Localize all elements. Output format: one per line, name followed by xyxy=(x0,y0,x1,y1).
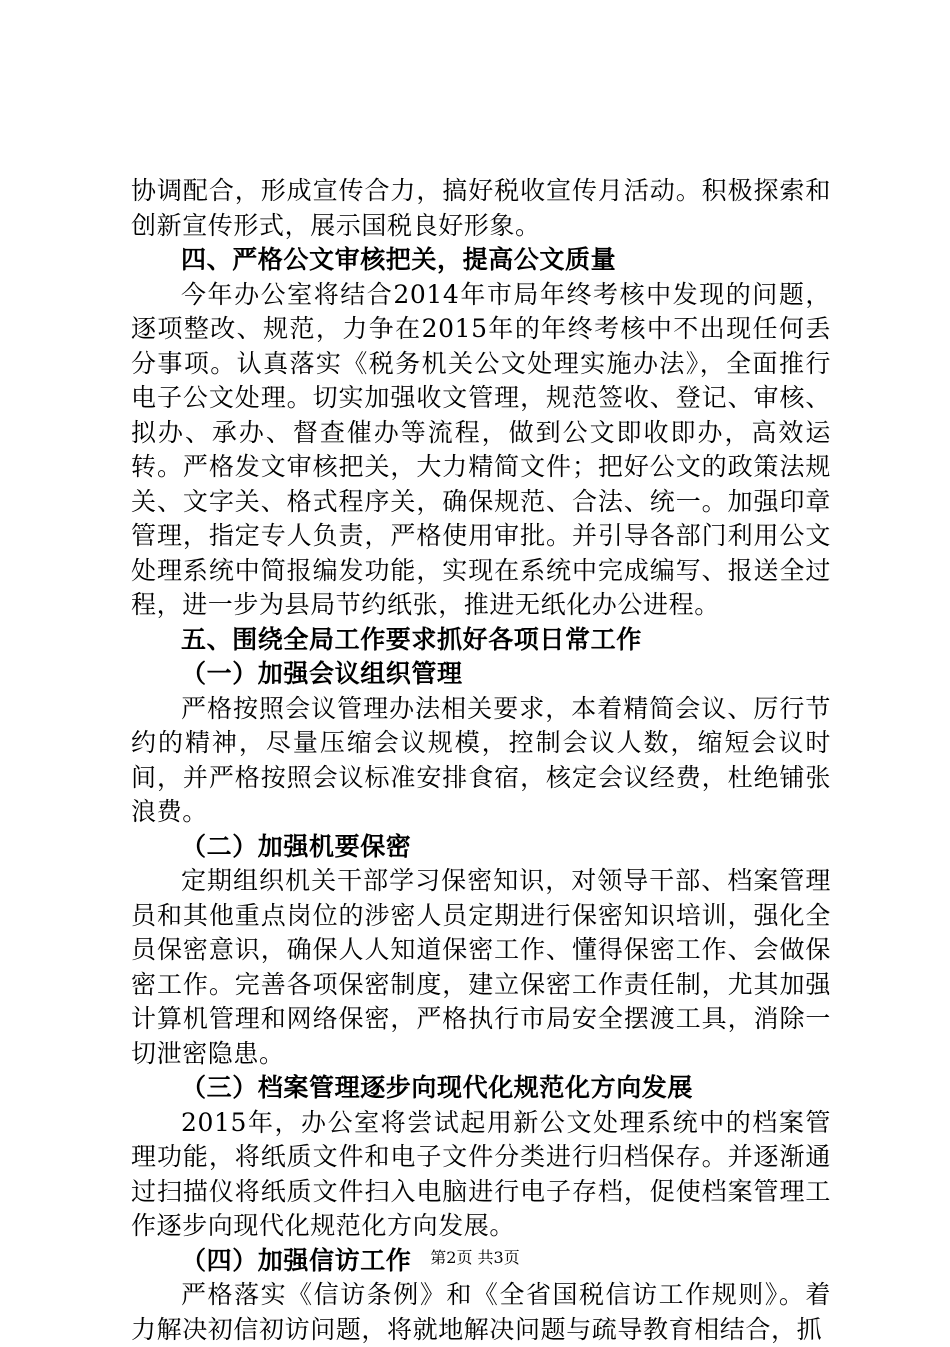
paragraph-meetings: 严格按照会议管理办法相关要求，本着精简会议、厉行节约的精神，尽量压缩会议规模，控制会议人数，缩短会议时间，并严格按照会议标准安排食宿，核定会议经费，杜绝铺张浪费。 xyxy=(131,693,831,826)
page-number-footer: 第2页 共3页 xyxy=(430,1248,520,1267)
paragraph-archives: 2015年，办公室将尝试起用新公文处理系统中的档案管理功能，将纸质文件和电子文件分类进行归档保存。并逐渐通过扫描仪将纸质文件扫入电脑进行电子存档，促使档案管理工作逐步向现代化规范化方向发展。 xyxy=(131,1107,831,1240)
paragraph-petitions: 严格落实《信访条例》和《全省国税信访工作规则》。着力解决初信初访问题，将就地解决问题与疏导教育相结合，抓 xyxy=(131,1280,831,1344)
paragraph-document-review: 今年办公室将结合2014年市局年终考核中发现的问题，逐项整改、规范，力争在2015年的年终考核中不出现任何丢分事项。认真落实《税务机关公文处理实施办法》，全面推行电子公文处理。切实加强收文管理，规范签收、登记、审核、拟办、承办、督查催办等流程，做到公文即收即办，高效运转。严格发文审核把关，大力精简文件；把好公文的政策法规关、文字关、格式程序关，确保规范、合法、统一。加强印章管理，指定专人负责，严格使用审批。并引导各部门利用公文处理系统中简报编发功能，实现在系统中完成编写、报送全过程，进一步为县局节约纸张，推进无纸化办公进程。 xyxy=(131,279,831,619)
section-heading-5: 五、围绕全局工作要求抓好各项日常工作 xyxy=(181,624,642,654)
section-heading-4: 四、严格公文审核把关，提高公文质量 xyxy=(181,245,617,274)
subheading-2: （二）加强机要保密 xyxy=(181,831,412,861)
document-body xyxy=(131,174,831,1347)
subheading-3: （三）档案管理逐步向现代化规范化方向发展 xyxy=(181,1073,694,1102)
paragraph-continued: 协调配合，形成宣传合力，搞好税收宣传月活动。积极探索和创新宣传形式，展示国税良好形象。 xyxy=(131,176,831,240)
paragraph-confidentiality: 定期组织机关干部学习保密知识，对领导干部、档案管理员和其他重点岗位的涉密人员定期进行保密知识培训，强化全员保密意识，确保人人知道保密工作、懂得保密工作、会做保密工作。完善各项保密制度，建立保密工作责任制，尤其加强计算机管理和网络保密，严格执行市局安全摆渡工具，消除一切泄密隐患。 xyxy=(131,866,831,1068)
subheading-1: （一）加强会议组织管理 xyxy=(181,659,463,688)
subheading-4: （四）加强信访工作 xyxy=(181,1245,412,1275)
